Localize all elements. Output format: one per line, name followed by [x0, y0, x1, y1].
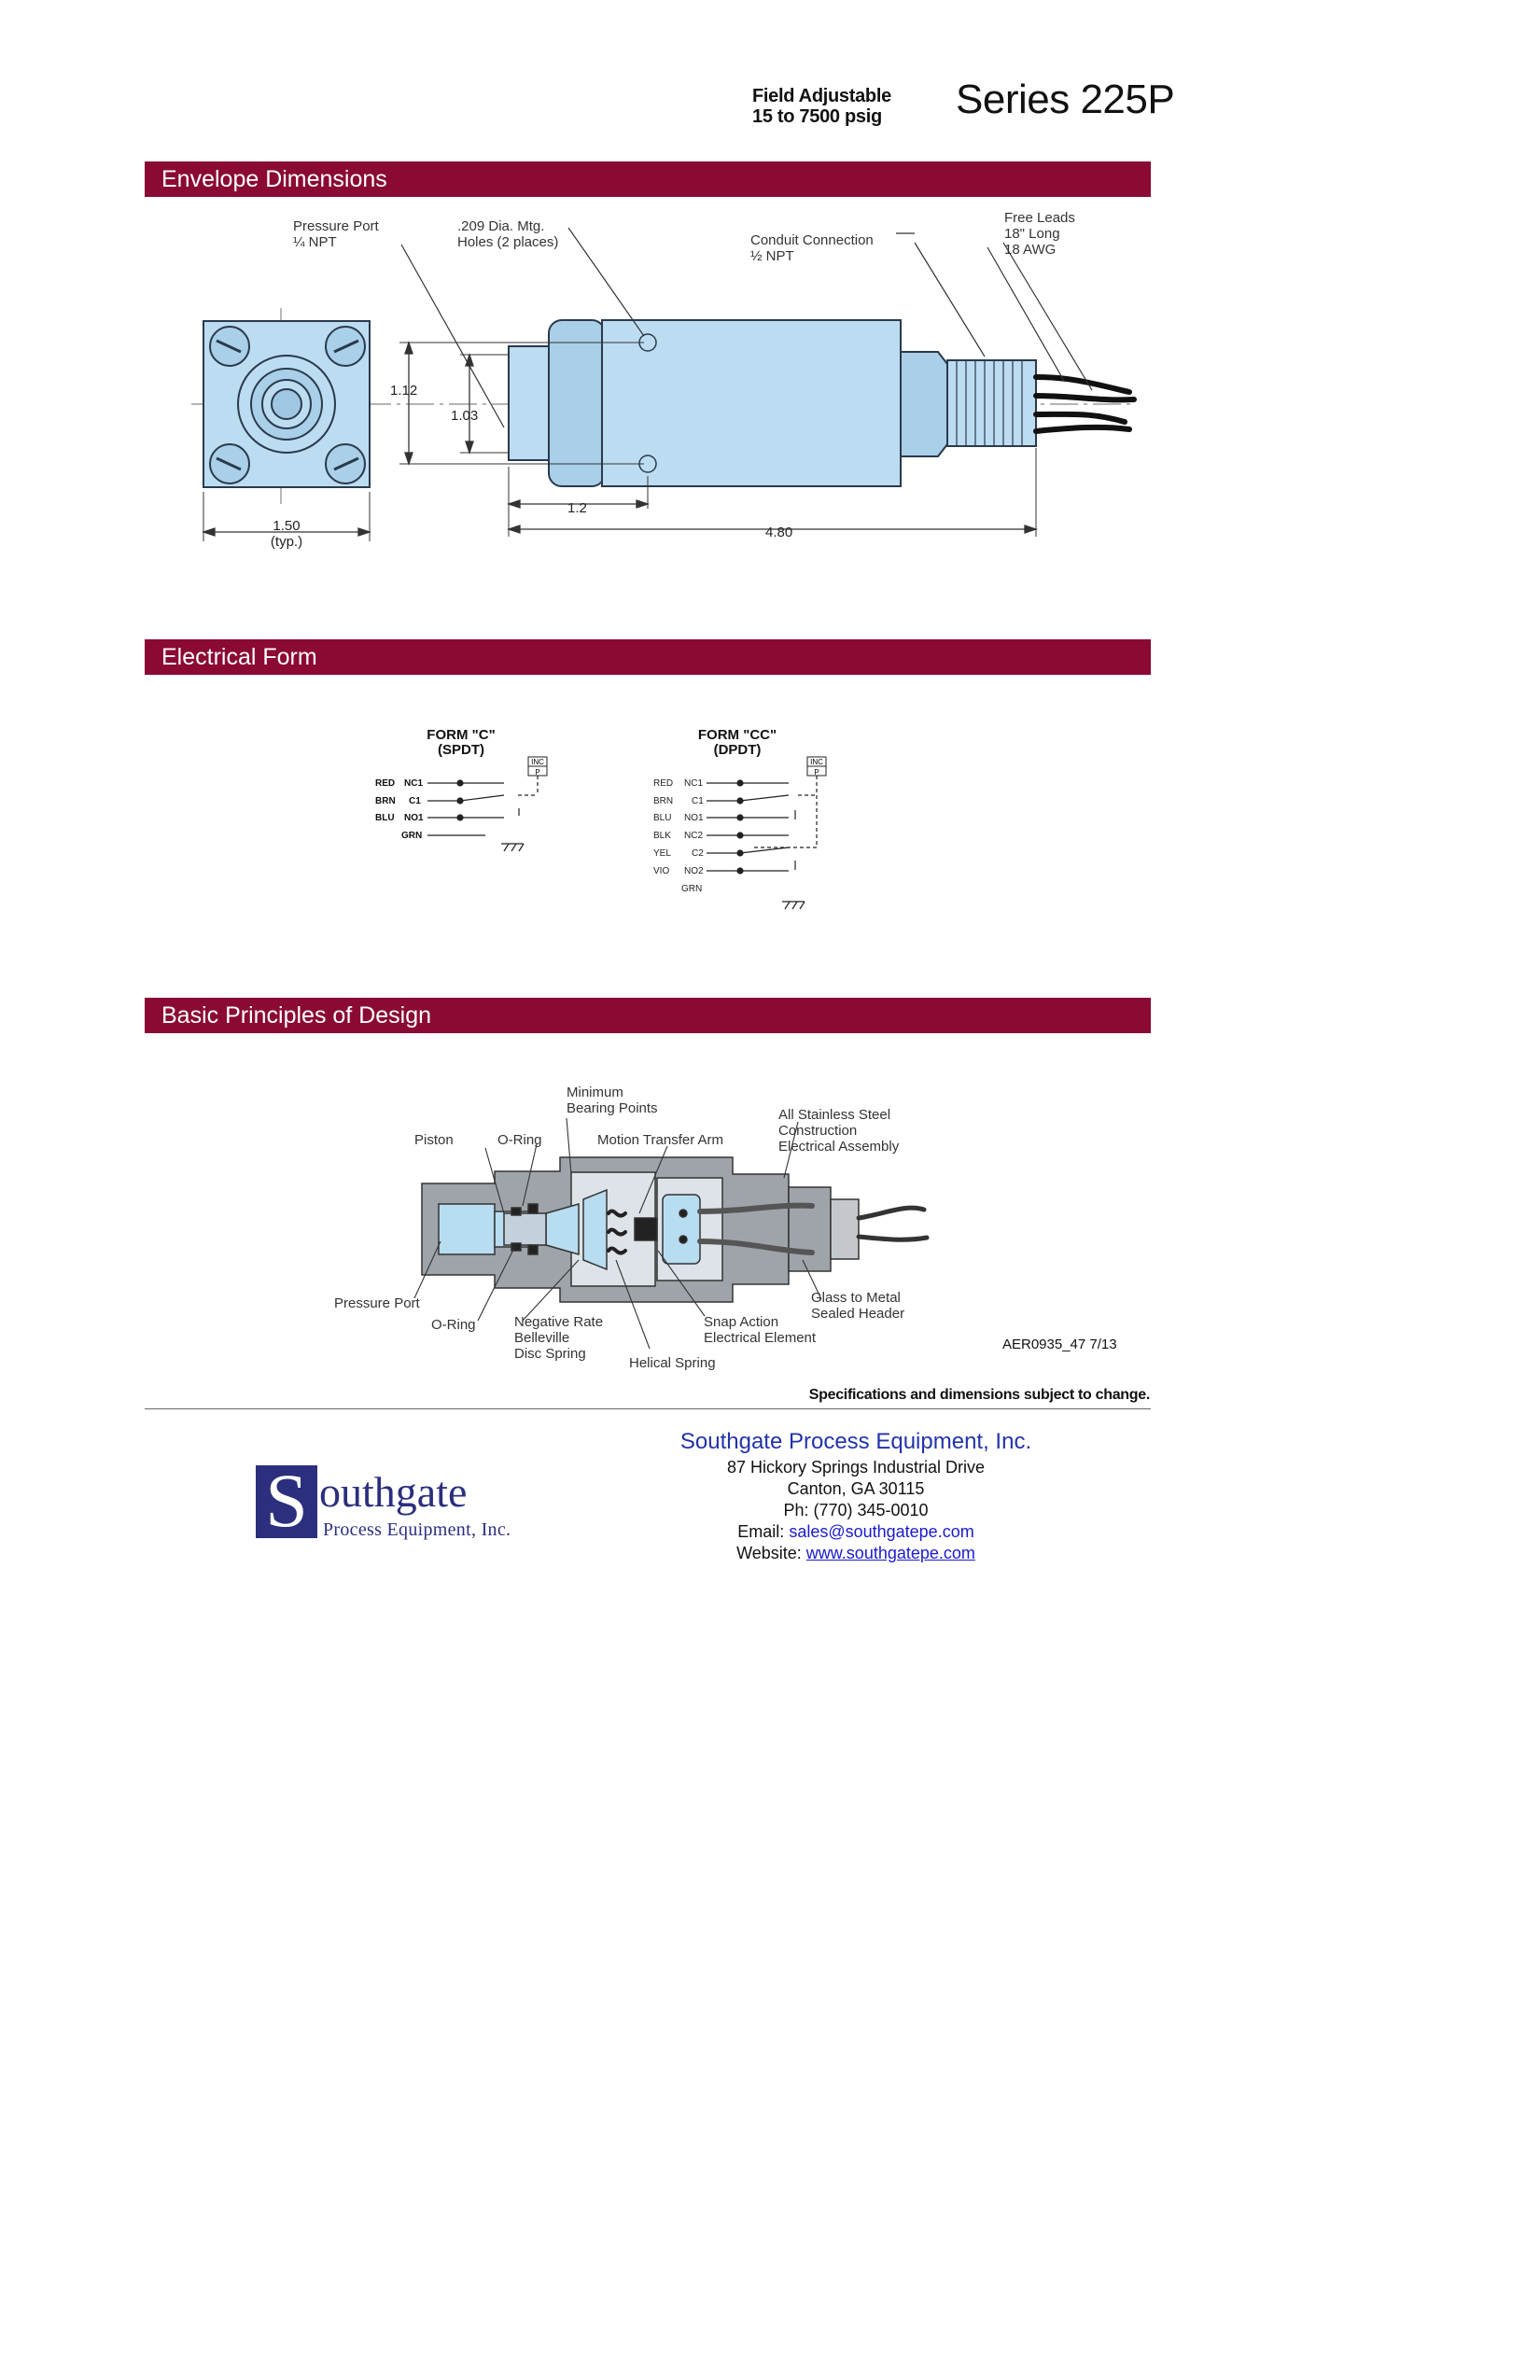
wire-color: VIO: [653, 866, 670, 876]
wire-color: RED: [375, 778, 396, 789]
terminal-label: C1: [692, 796, 704, 806]
dim-1-03: 1.03: [451, 408, 479, 424]
form-c-title: FORM "C": [427, 727, 496, 743]
address-line-2: Canton, GA 30115: [787, 1479, 925, 1498]
section-electrical-form: Electrical Form: [145, 639, 1151, 675]
website-link[interactable]: www.southgatepe.com: [805, 1544, 975, 1562]
wire-color: BRN: [653, 796, 674, 806]
side-view: [509, 320, 1036, 486]
section-basic-principles: Basic Principles of Design: [145, 998, 1151, 1033]
mtg-holes-label: .209 Dia. Mtg. Holes (2 places): [457, 218, 559, 250]
electrical-schematics: [0, 709, 1540, 915]
wire-color: RED: [653, 778, 674, 789]
phone-line: Ph: (770) 345-0010: [783, 1501, 929, 1519]
logo-letter: S: [265, 1458, 308, 1543]
terminal-label: NC1: [684, 778, 704, 789]
wire-color: GRN: [681, 884, 703, 894]
footer-divider: [145, 1408, 1151, 1409]
design-cutaway: [0, 1073, 1540, 1381]
document-code: AER0935_47 7/13: [1002, 1337, 1117, 1352]
oring-bottom-label: O-Ring: [431, 1317, 476, 1333]
form-c-subtitle: (SPDT): [438, 742, 484, 758]
dim-width: 1.50: [273, 518, 301, 534]
belleville-label: Negative Rate Belleville Disc Spring: [514, 1314, 604, 1362]
section-envelope-dimensions: Envelope Dimensions: [145, 161, 1151, 197]
email-label: Email:: [737, 1522, 790, 1541]
adjustable-label: Field Adjustable: [752, 86, 891, 106]
end-view: [203, 321, 370, 487]
email-line: [674, 1521, 1038, 1543]
form-c-box-top: INC: [531, 758, 544, 766]
pressure-range: 15 to 7500 psig: [752, 106, 882, 127]
free-leads-label: Free Leads 18" Long 18 AWG: [1004, 210, 1075, 258]
glass-header-label: Glass to Metal Sealed Header: [811, 1290, 905, 1322]
dim-1-12: 1.12: [390, 383, 418, 399]
wire-color: BLU: [375, 813, 395, 823]
form-cc-box-bottom: P: [814, 768, 819, 777]
website-line: [674, 1543, 1038, 1564]
series-title: Series 225P: [956, 77, 1175, 122]
dim-1-2: 1.2: [567, 500, 587, 516]
conduit-label: Conduit Connection ½ NPT: [750, 232, 874, 264]
form-cc-title: FORM "CC": [697, 727, 777, 743]
terminal-label: C2: [692, 848, 704, 859]
min-bearing-label: Minimum Bearing Points: [567, 1085, 658, 1116]
piston-label: Piston: [414, 1132, 454, 1148]
wire-color: BLK: [653, 831, 671, 841]
helical-spring-label: Helical Spring: [629, 1355, 716, 1371]
stainless-label: All Stainless Steel Construction Electrical Assembly: [778, 1107, 900, 1155]
wire-color: BRN: [375, 796, 396, 806]
wire-color: BLU: [653, 813, 672, 823]
form-cc-subtitle: (DPDT): [713, 742, 762, 758]
form-c-box-bottom: P: [535, 768, 540, 777]
pressure-port-label-2: Pressure Port: [334, 1295, 420, 1311]
company-name: Southgate Process Equipment, Inc.: [679, 1429, 1032, 1454]
wire-color: GRN: [401, 831, 423, 841]
terminal-label: C1: [409, 796, 421, 806]
terminal-label: NO1: [404, 813, 424, 823]
wire-color: YEL: [653, 848, 671, 859]
terminal-label: NO2: [684, 866, 704, 876]
snap-action-label: Snap Action Electrical Element: [704, 1314, 817, 1346]
address-line-1: 87 Hickory Springs Industrial Drive: [726, 1458, 986, 1477]
spec-change-note: Specifications and dimensions subject to change.: [808, 1387, 1150, 1403]
pressure-port-label: Pressure Port ¼ NPT: [293, 218, 379, 250]
email-link[interactable]: sales@southgatepe.com: [789, 1522, 974, 1541]
logo-subtitle: Process Equipment, Inc.: [323, 1519, 511, 1540]
oring-top-label: O-Ring: [497, 1132, 542, 1148]
form-c-schematic: [375, 727, 547, 851]
terminal-label: NC2: [684, 831, 704, 841]
motion-arm-label: Motion Transfer Arm: [597, 1132, 724, 1148]
envelope-diagram: [0, 0, 1540, 653]
terminal-label: NC1: [404, 778, 424, 789]
terminal-label: NO1: [684, 813, 704, 823]
dim-4-80: 4.80: [765, 525, 793, 540]
form-cc-schematic: [653, 727, 826, 909]
form-cc-box-top: INC: [810, 758, 823, 766]
dim-width-note: (typ.): [270, 534, 303, 550]
logo-wordmark: outhgate: [319, 1468, 468, 1516]
website-label: Website:: [736, 1544, 806, 1562]
